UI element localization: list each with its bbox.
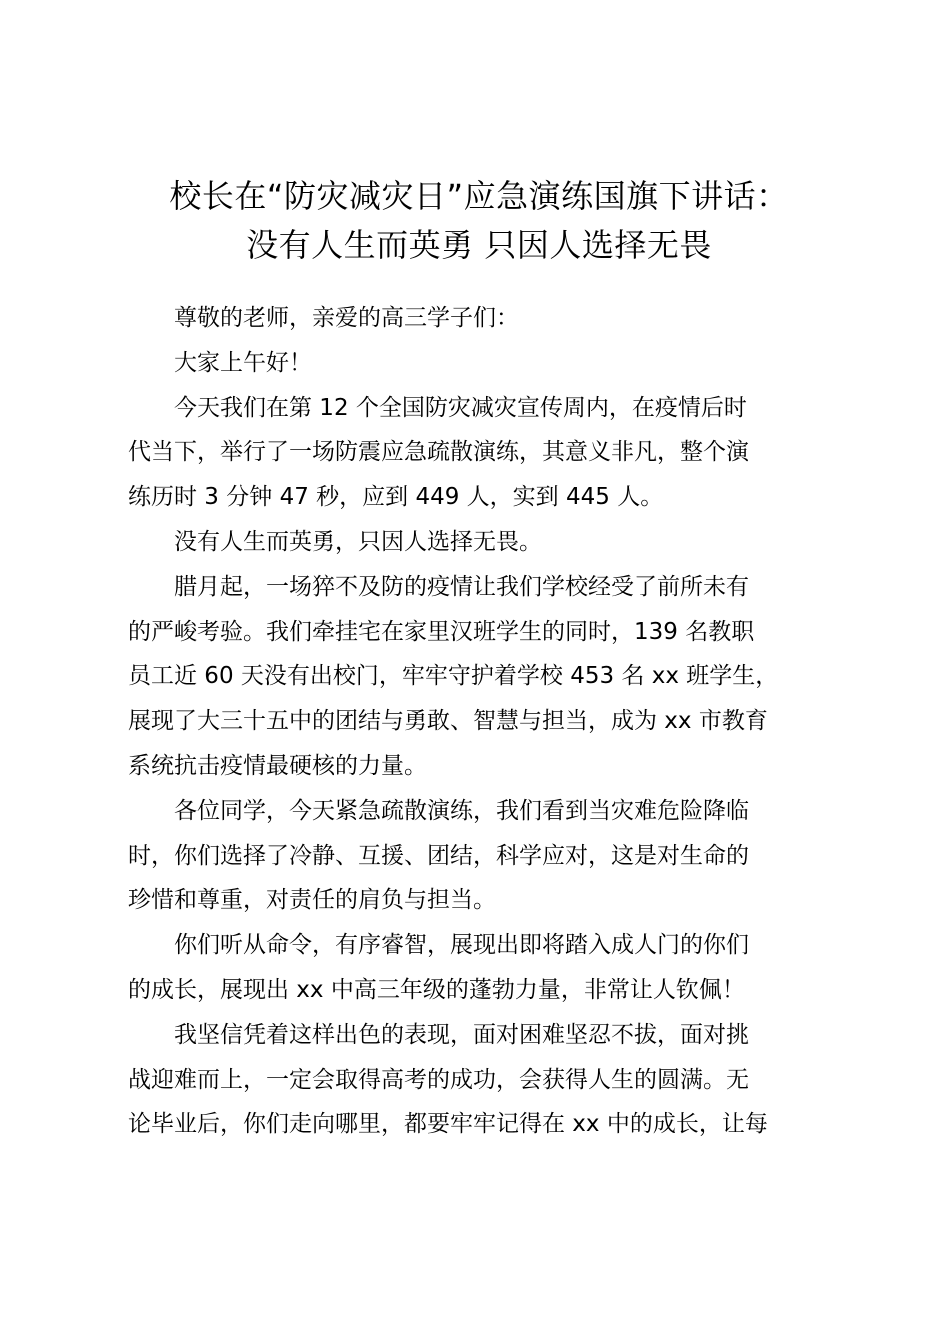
paragraph: [128, 520, 830, 565]
text-line: 的严峻考验。我们牵挂宅在家里汉班学生的同时，139 名教职: [128, 618, 755, 645]
title-line-1: 校长在“防灾减灾日”应急演练国旗下讲话：: [169, 177, 789, 215]
text-line: 论毕业后，你们走向哪里，都要牢牢记得在 xx 中的成长，让每: [128, 1111, 768, 1138]
paragraph: [128, 565, 830, 789]
paragraph: [128, 923, 830, 1013]
text-line: 时，你们选择了冷静、互援、团结，科学应对，这是对生命的: [128, 842, 749, 869]
text-line: 珍惜和尊重，对责任的肩负与担当。: [128, 887, 496, 914]
document-title: [128, 172, 830, 270]
text-line: 今天我们在第 12 个全国防灾减灾宣传周内，在疫情后时: [174, 394, 747, 421]
paragraph: [128, 1013, 830, 1147]
text-line: 练历时 3 分钟 47 秒，应到 449 人，实到 445 人。: [128, 484, 664, 511]
paragraph-salutation: [128, 296, 830, 341]
text-line: 展现了大三十五中的团结与勇敢、智慧与担当，成为 xx 市教育: [128, 708, 768, 735]
paragraph: [128, 789, 830, 923]
text-line: 没有人生而英勇，只因人选择无畏。: [174, 528, 542, 555]
text-line: 的成长，展现出 xx 中高三年级的蓬勃力量，非常让人钦佩！: [128, 976, 745, 1003]
text-line: 各位同学，今天紧急疏散演练，我们看到当灾难危险降临: [174, 797, 749, 824]
text-line: 我坚信凭着这样出色的表现，面对困难坚忍不拔，面对挑: [174, 1021, 749, 1048]
paragraph: [128, 386, 830, 520]
document-page: [128, 172, 830, 1147]
text-line: 员工近 60 天没有出校门，牢牢守护着学校 453 名 xx 班学生，: [128, 663, 779, 690]
text-line: 战迎难而上，一定会取得高考的成功，会获得人生的圆满。无: [128, 1066, 749, 1093]
text-line: 腊月起，一场猝不及防的疫情让我们学校经受了前所未有: [174, 573, 749, 600]
text-line: 系统抗击疫情最硬核的力量。: [128, 752, 427, 779]
text-line: 代当下，举行了一场防震应急疏散演练，其意义非凡，整个演: [128, 439, 749, 466]
text-line: 你们听从命令，有序睿智，展现出即将踏入成人门的你们: [174, 932, 749, 959]
document-body: [128, 296, 830, 1147]
title-line-2: 没有人生而英勇 只因人选择无畏: [246, 226, 712, 264]
text-line: 大家上午好！: [174, 349, 312, 376]
paragraph-greeting: [128, 341, 830, 386]
text-line: 尊敬的老师，亲爱的高三学子们：: [174, 305, 519, 331]
